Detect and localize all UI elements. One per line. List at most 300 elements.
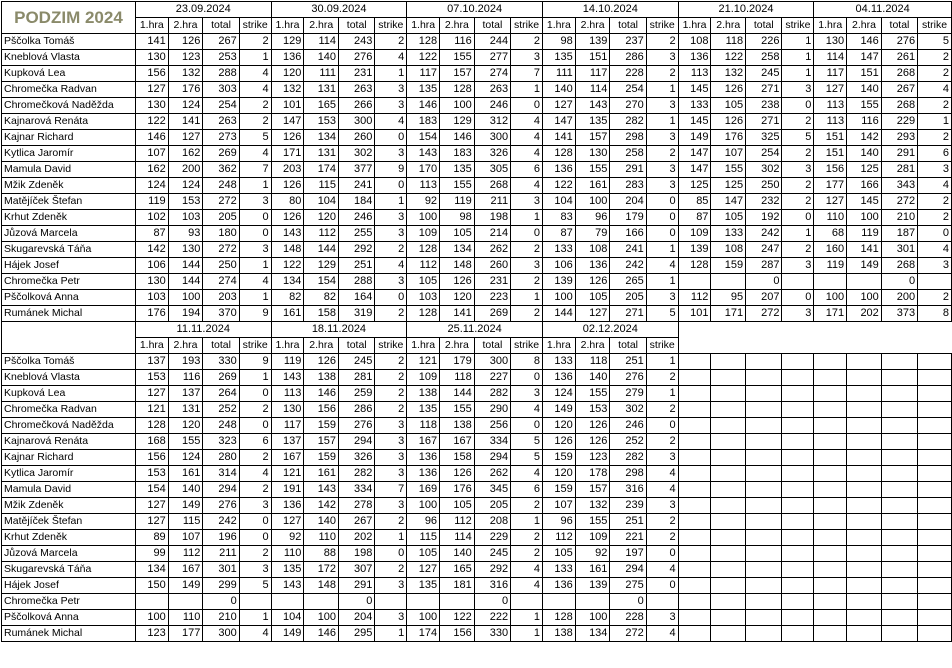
score-game1: 119 bbox=[135, 194, 168, 210]
score-game2: 116 bbox=[440, 34, 475, 50]
empty-cell bbox=[711, 450, 746, 466]
strike-count: 0 bbox=[918, 226, 952, 242]
empty-cell bbox=[678, 626, 711, 642]
player-name: Pščolka Tomáš bbox=[2, 34, 136, 50]
score-game1: 139 bbox=[542, 274, 575, 290]
score-game2: 125 bbox=[711, 178, 746, 194]
strike-count: 2 bbox=[375, 370, 407, 386]
strike-count: 0 bbox=[239, 514, 271, 530]
strike-count: 9 bbox=[375, 162, 407, 178]
column-header: 1.hra bbox=[135, 338, 168, 354]
empty-cell bbox=[678, 482, 711, 498]
player-row bbox=[2, 530, 952, 546]
score-game2 bbox=[168, 594, 203, 610]
empty-cell bbox=[881, 610, 917, 626]
strike-count: 3 bbox=[239, 242, 271, 258]
score-game2: 157 bbox=[575, 130, 610, 146]
score-game1: 96 bbox=[407, 514, 440, 530]
player-name: Jůzová Marcela bbox=[2, 546, 136, 562]
score-total: 246 bbox=[474, 98, 510, 114]
score-total: 323 bbox=[203, 434, 239, 450]
strike-count: 2 bbox=[918, 290, 952, 306]
player-row bbox=[2, 114, 952, 130]
score-game1: 147 bbox=[542, 114, 575, 130]
empty-cell bbox=[847, 482, 882, 498]
player-name: Kneblová Vlasta bbox=[2, 370, 136, 386]
score-total: 301 bbox=[881, 242, 917, 258]
score-game2: 176 bbox=[168, 82, 203, 98]
player-name: Rumánek Michal bbox=[2, 626, 136, 642]
player-row bbox=[2, 34, 952, 50]
strike-count: 4 bbox=[511, 146, 543, 162]
column-header: 2.hra bbox=[575, 338, 610, 354]
score-game1 bbox=[271, 594, 304, 610]
strike-count: 3 bbox=[511, 194, 543, 210]
score-game1: 151 bbox=[814, 130, 847, 146]
score-total: 300 bbox=[339, 114, 375, 130]
score-game2: 159 bbox=[304, 450, 339, 466]
empty-cell bbox=[881, 386, 917, 402]
score-game1: 128 bbox=[542, 146, 575, 162]
score-game2: 159 bbox=[711, 258, 746, 274]
score-game2: 153 bbox=[575, 402, 610, 418]
score-total: 164 bbox=[339, 290, 375, 306]
strike-count: 1 bbox=[646, 82, 678, 98]
player-name: Chromečková Naděžda bbox=[2, 98, 136, 114]
score-total: 288 bbox=[339, 274, 375, 290]
score-game2: 194 bbox=[168, 306, 203, 322]
empty-cell bbox=[746, 450, 782, 466]
score-total: 211 bbox=[203, 546, 239, 562]
score-game2: 118 bbox=[575, 354, 610, 370]
score-total: 247 bbox=[746, 242, 782, 258]
score-game1: 160 bbox=[814, 242, 847, 258]
column-header: total bbox=[474, 18, 510, 34]
strike-count: 3 bbox=[375, 466, 407, 482]
score-game1: 87 bbox=[542, 226, 575, 242]
score-total: 263 bbox=[339, 82, 375, 98]
strike-count: 4 bbox=[239, 466, 271, 482]
score-game2: 134 bbox=[440, 242, 475, 258]
player-row bbox=[2, 498, 952, 514]
score-game2: 140 bbox=[304, 50, 339, 66]
strike-count: 2 bbox=[511, 546, 543, 562]
score-game2: 126 bbox=[575, 418, 610, 434]
score-game2: 96 bbox=[575, 210, 610, 226]
date-header: 25.11.2024 bbox=[407, 322, 543, 338]
score-game2: 107 bbox=[168, 530, 203, 546]
strike-count: 2 bbox=[782, 242, 814, 258]
score-total: 261 bbox=[881, 50, 917, 66]
strike-count bbox=[646, 594, 678, 610]
player-row bbox=[2, 258, 952, 274]
score-game1: 110 bbox=[814, 210, 847, 226]
strike-count: 2 bbox=[375, 402, 407, 418]
strike-count: 3 bbox=[375, 210, 407, 226]
strike-count: 0 bbox=[511, 370, 543, 386]
score-game2: 158 bbox=[440, 450, 475, 466]
score-game1: 167 bbox=[407, 434, 440, 450]
player-row bbox=[2, 402, 952, 418]
score-game2: 165 bbox=[440, 562, 475, 578]
strike-count: 2 bbox=[375, 514, 407, 530]
column-header: total bbox=[203, 338, 239, 354]
empty-cell bbox=[711, 466, 746, 482]
player-row bbox=[2, 562, 952, 578]
score-game2: 161 bbox=[575, 562, 610, 578]
score-game2: 128 bbox=[440, 82, 475, 98]
strike-count: 4 bbox=[646, 626, 678, 642]
score-total: 301 bbox=[203, 562, 239, 578]
strike-count: 2 bbox=[239, 98, 271, 114]
score-game1: 147 bbox=[271, 114, 304, 130]
player-name: Pščolková Anna bbox=[2, 290, 136, 306]
score-total: 263 bbox=[203, 114, 239, 130]
score-game2: 126 bbox=[711, 82, 746, 98]
column-header: 1.hra bbox=[271, 18, 304, 34]
score-game1: 107 bbox=[135, 146, 168, 162]
strike-count: 3 bbox=[375, 82, 407, 98]
score-game1: 127 bbox=[814, 194, 847, 210]
score-game1: 122 bbox=[135, 114, 168, 130]
empty-cell bbox=[746, 402, 782, 418]
score-total: 300 bbox=[474, 130, 510, 146]
score-total: 268 bbox=[881, 258, 917, 274]
strike-count: 2 bbox=[511, 242, 543, 258]
score-game2: 130 bbox=[575, 146, 610, 162]
player-row bbox=[2, 50, 952, 66]
score-game2: 155 bbox=[440, 402, 475, 418]
score-total: 184 bbox=[339, 194, 375, 210]
strike-count: 3 bbox=[375, 418, 407, 434]
score-game1: 147 bbox=[678, 162, 711, 178]
empty-cell bbox=[881, 466, 917, 482]
empty-cell bbox=[678, 466, 711, 482]
score-total: 294 bbox=[610, 562, 646, 578]
strike-count: 1 bbox=[782, 66, 814, 82]
score-total: 292 bbox=[474, 562, 510, 578]
empty-cell bbox=[678, 498, 711, 514]
player-name: Kupková Lea bbox=[2, 66, 136, 82]
score-total: 245 bbox=[746, 66, 782, 82]
score-total: 250 bbox=[746, 178, 782, 194]
strike-count: 0 bbox=[511, 226, 543, 242]
score-game1: 122 bbox=[407, 50, 440, 66]
empty-cell bbox=[847, 578, 882, 594]
player-name: Kajnar Richard bbox=[2, 450, 136, 466]
score-game1: 130 bbox=[135, 274, 168, 290]
score-game2: 154 bbox=[304, 274, 339, 290]
strike-count: 3 bbox=[646, 450, 678, 466]
score-game1: 133 bbox=[542, 354, 575, 370]
score-total: 275 bbox=[610, 578, 646, 594]
score-game1 bbox=[542, 594, 575, 610]
strike-count: 1 bbox=[511, 514, 543, 530]
column-header: total bbox=[339, 338, 375, 354]
score-game1: 121 bbox=[407, 354, 440, 370]
empty-cell bbox=[814, 434, 847, 450]
strike-count: 2 bbox=[918, 50, 952, 66]
score-game1: 128 bbox=[678, 258, 711, 274]
empty-cell bbox=[918, 610, 952, 626]
player-row bbox=[2, 610, 952, 626]
score-total: 252 bbox=[203, 402, 239, 418]
score-total: 198 bbox=[474, 210, 510, 226]
empty-cell bbox=[918, 578, 952, 594]
score-game1: 120 bbox=[271, 66, 304, 82]
strike-count: 1 bbox=[239, 178, 271, 194]
score-game1: 130 bbox=[814, 34, 847, 50]
empty-cell bbox=[746, 626, 782, 642]
strike-count: 4 bbox=[511, 578, 543, 594]
score-game1: 135 bbox=[407, 402, 440, 418]
empty-cell bbox=[847, 370, 882, 386]
strike-count: 4 bbox=[511, 562, 543, 578]
score-game1: 105 bbox=[407, 274, 440, 290]
score-game2: 179 bbox=[440, 354, 475, 370]
empty-cell bbox=[782, 626, 814, 642]
score-game2: 140 bbox=[575, 370, 610, 386]
sheet-title: PODZIM 2024 bbox=[2, 2, 136, 34]
score-total: 291 bbox=[339, 578, 375, 594]
score-total: 290 bbox=[474, 402, 510, 418]
strike-count: 4 bbox=[646, 258, 678, 274]
score-game2: 119 bbox=[847, 226, 882, 242]
strike-count: 3 bbox=[646, 610, 678, 626]
strike-count: 5 bbox=[918, 34, 952, 50]
score-game1: 191 bbox=[271, 482, 304, 498]
column-header: total bbox=[610, 18, 646, 34]
score-game2: 108 bbox=[575, 242, 610, 258]
score-game2: 171 bbox=[711, 306, 746, 322]
strike-count: 7 bbox=[239, 162, 271, 178]
strike-count: 2 bbox=[782, 114, 814, 130]
empty-cell bbox=[711, 546, 746, 562]
score-total: 287 bbox=[746, 258, 782, 274]
empty-cell bbox=[918, 466, 952, 482]
score-total: 274 bbox=[203, 274, 239, 290]
score-game1: 117 bbox=[407, 66, 440, 82]
score-game1: 176 bbox=[135, 306, 168, 322]
strike-count: 2 bbox=[511, 274, 543, 290]
empty-cell bbox=[782, 610, 814, 626]
empty-cell bbox=[881, 482, 917, 498]
score-game2: 112 bbox=[440, 514, 475, 530]
score-total: 272 bbox=[610, 626, 646, 642]
strike-count: 0 bbox=[239, 386, 271, 402]
player-name: Mamula David bbox=[2, 162, 136, 178]
column-header: strike bbox=[782, 18, 814, 34]
score-total: 283 bbox=[610, 178, 646, 194]
strike-count: 4 bbox=[239, 274, 271, 290]
strike-count: 4 bbox=[511, 466, 543, 482]
score-game2: 146 bbox=[304, 386, 339, 402]
score-game2 bbox=[304, 594, 339, 610]
score-total: 272 bbox=[881, 194, 917, 210]
score-game1: 104 bbox=[271, 610, 304, 626]
score-total: 237 bbox=[610, 34, 646, 50]
score-total: 326 bbox=[339, 450, 375, 466]
score-game2: 144 bbox=[168, 274, 203, 290]
score-game2: 93 bbox=[168, 226, 203, 242]
score-game1: 99 bbox=[135, 546, 168, 562]
empty-cell bbox=[847, 546, 882, 562]
empty-cell bbox=[711, 626, 746, 642]
score-game2: 161 bbox=[304, 466, 339, 482]
score-game2: 100 bbox=[304, 610, 339, 626]
score-game1: 117 bbox=[814, 66, 847, 82]
score-game1: 127 bbox=[542, 98, 575, 114]
empty-cell bbox=[881, 530, 917, 546]
empty-cell bbox=[711, 418, 746, 434]
empty-cell bbox=[678, 402, 711, 418]
strike-count bbox=[511, 594, 543, 610]
empty-cell bbox=[847, 514, 882, 530]
strike-count: 0 bbox=[511, 418, 543, 434]
score-game2: 120 bbox=[168, 418, 203, 434]
score-total: 226 bbox=[746, 34, 782, 50]
empty-cell bbox=[782, 530, 814, 546]
score-game2: 158 bbox=[304, 306, 339, 322]
score-game1: 146 bbox=[135, 130, 168, 146]
strike-count: 3 bbox=[646, 162, 678, 178]
empty-cell bbox=[782, 354, 814, 370]
empty-cell bbox=[746, 562, 782, 578]
empty-cell bbox=[782, 434, 814, 450]
score-game1: 104 bbox=[542, 194, 575, 210]
score-total: 293 bbox=[881, 130, 917, 146]
strike-count: 4 bbox=[239, 66, 271, 82]
player-name: Chromečka Radvan bbox=[2, 402, 136, 418]
strike-count: 2 bbox=[918, 98, 952, 114]
score-total: 273 bbox=[203, 130, 239, 146]
strike-count: 5 bbox=[239, 130, 271, 146]
score-total: 252 bbox=[610, 434, 646, 450]
empty-cell bbox=[814, 626, 847, 642]
strike-count: 9 bbox=[239, 306, 271, 322]
column-header-row bbox=[2, 18, 952, 34]
score-game1: 103 bbox=[407, 290, 440, 306]
score-game2: 138 bbox=[304, 370, 339, 386]
score-total: 246 bbox=[339, 210, 375, 226]
score-game1: 142 bbox=[135, 242, 168, 258]
date-header: 02.12.2024 bbox=[542, 322, 678, 338]
score-total: 200 bbox=[881, 290, 917, 306]
score-game2: 151 bbox=[847, 66, 882, 82]
strike-count: 0 bbox=[646, 578, 678, 594]
score-game1: 128 bbox=[542, 610, 575, 626]
strike-count: 4 bbox=[511, 402, 543, 418]
empty-cell bbox=[918, 370, 952, 386]
strike-count: 3 bbox=[511, 50, 543, 66]
empty-cell bbox=[782, 466, 814, 482]
strike-count: 2 bbox=[646, 370, 678, 386]
score-game2: 110 bbox=[168, 610, 203, 626]
empty-cell bbox=[918, 594, 952, 610]
score-game1: 162 bbox=[135, 162, 168, 178]
score-game2: 147 bbox=[711, 194, 746, 210]
score-game2: 166 bbox=[847, 178, 882, 194]
player-name: Chromečka Petr bbox=[2, 274, 136, 290]
score-total: 227 bbox=[474, 370, 510, 386]
score-game2: 114 bbox=[440, 530, 475, 546]
score-total: 316 bbox=[474, 578, 510, 594]
column-header: 1.hra bbox=[542, 338, 575, 354]
score-total: 205 bbox=[203, 210, 239, 226]
empty-cell bbox=[847, 610, 882, 626]
score-total: 271 bbox=[746, 114, 782, 130]
empty-cell bbox=[782, 482, 814, 498]
score-game2: 138 bbox=[440, 418, 475, 434]
score-game2: 148 bbox=[304, 578, 339, 594]
score-total: 370 bbox=[203, 306, 239, 322]
strike-count: 8 bbox=[918, 306, 952, 322]
score-game2: 88 bbox=[304, 546, 339, 562]
strike-count: 9 bbox=[239, 354, 271, 370]
strike-count: 6 bbox=[511, 162, 543, 178]
score-game1: 128 bbox=[135, 418, 168, 434]
column-header: 2.hra bbox=[711, 18, 746, 34]
score-total: 268 bbox=[474, 178, 510, 194]
column-header: 2.hra bbox=[575, 18, 610, 34]
score-game1: 133 bbox=[542, 562, 575, 578]
score-total: 253 bbox=[203, 50, 239, 66]
score-game2: 155 bbox=[847, 98, 882, 114]
bowling-score-sheet bbox=[1, 1, 952, 642]
date-header-row bbox=[2, 322, 952, 338]
strike-count: 0 bbox=[646, 210, 678, 226]
score-game1: 154 bbox=[407, 130, 440, 146]
score-game1: 110 bbox=[271, 546, 304, 562]
score-game2: 108 bbox=[711, 242, 746, 258]
score-game1: 100 bbox=[542, 290, 575, 306]
score-total: 316 bbox=[610, 482, 646, 498]
score-game2: 120 bbox=[440, 290, 475, 306]
strike-count: 5 bbox=[646, 306, 678, 322]
score-game1: 120 bbox=[542, 466, 575, 482]
score-game2: 144 bbox=[440, 386, 475, 402]
score-game1: 145 bbox=[678, 114, 711, 130]
strike-count: 3 bbox=[646, 498, 678, 514]
player-name: Chromečka Petr bbox=[2, 594, 136, 610]
score-game1 bbox=[407, 594, 440, 610]
score-total: 291 bbox=[881, 146, 917, 162]
empty-cell bbox=[782, 578, 814, 594]
score-game1: 171 bbox=[271, 146, 304, 162]
player-row bbox=[2, 466, 952, 482]
score-total: 298 bbox=[610, 130, 646, 146]
score-game1: 150 bbox=[135, 578, 168, 594]
score-game2: 100 bbox=[847, 290, 882, 306]
empty-cell bbox=[678, 594, 711, 610]
strike-count: 3 bbox=[375, 434, 407, 450]
player-name: Kytlica Jaromír bbox=[2, 466, 136, 482]
strike-count: 1 bbox=[511, 82, 543, 98]
empty-header-cell bbox=[711, 338, 746, 354]
score-game1: 125 bbox=[678, 178, 711, 194]
score-game2: 132 bbox=[168, 66, 203, 82]
score-total: 274 bbox=[474, 66, 510, 82]
score-game2 bbox=[711, 274, 746, 290]
empty-cell bbox=[847, 450, 882, 466]
score-game2: 141 bbox=[847, 242, 882, 258]
score-game2: 146 bbox=[304, 626, 339, 642]
empty-date-header bbox=[678, 322, 814, 338]
score-total: 303 bbox=[203, 82, 239, 98]
player-name: Hájek Josef bbox=[2, 258, 136, 274]
score-game1: 112 bbox=[542, 530, 575, 546]
score-total: 276 bbox=[203, 498, 239, 514]
